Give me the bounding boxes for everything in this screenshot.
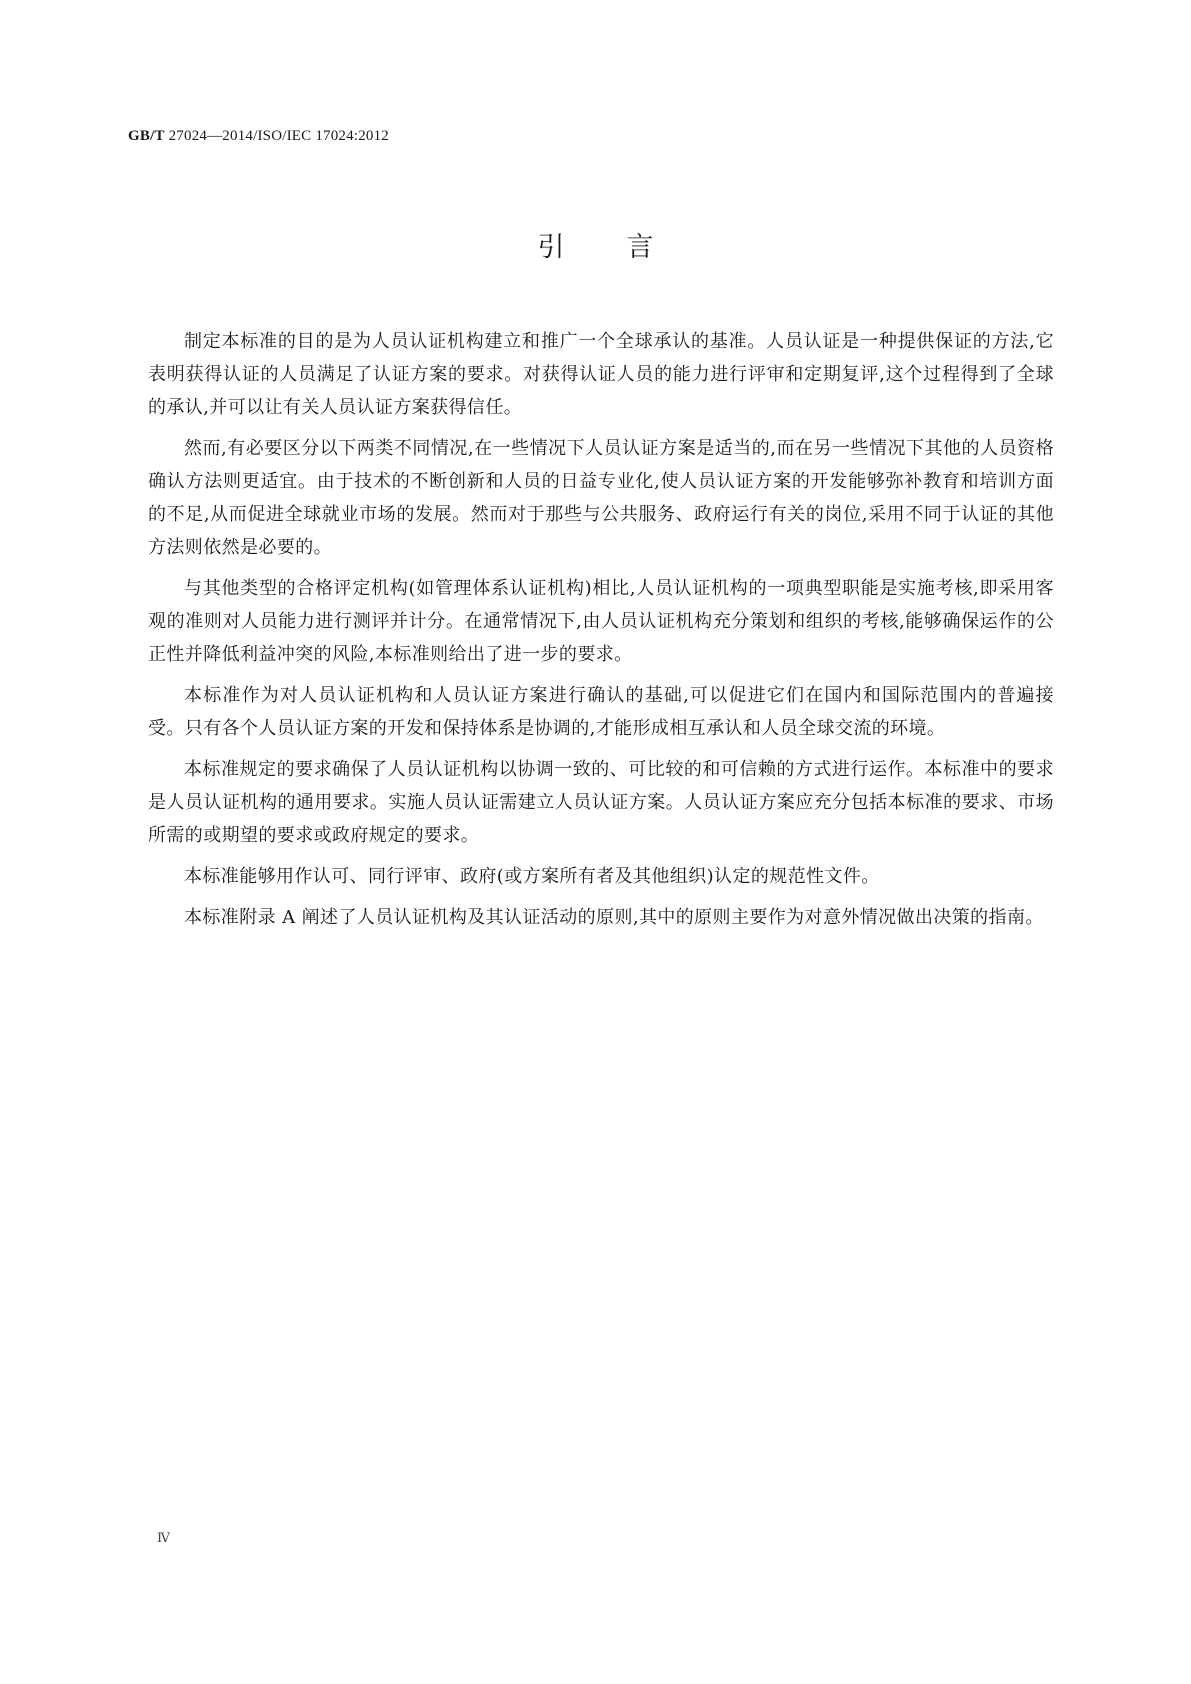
page-number: Ⅳ [157, 1530, 170, 1545]
paragraph-4: 本标准作为对人员认证机构和人员认证方案进行确认的基础,可以促进它们在国内和国际范围内的普遍接受。只有各个人员认证方案的开发和保持体系是协调的,才能形成相互承认和人员全球交流的环境。 [148, 685, 1054, 739]
paragraph-2: 然而,有必要区分以下两类不同情况,在一些情况下人员认证方案是适当的,而在另一些情况下其他的人员资格确认方法则更适宜。由于技术的不断创新和人员的日益专业化,使人员认证方案的开发能够弥补教育和培训方面的不足,从而促进全球就业市场的发展。然而对于那些与公共服务、政府运行有关的岗位,采用不同于认证的其他方法则依然是必要的。 [148, 438, 1054, 558]
paragraph-7: 本标准附录 A 阐述了人员认证机构及其认证活动的原则,其中的原则主要作为对意外情况做出决策的指南。 [184, 907, 1044, 928]
introduction-body [148, 325, 1054, 942]
document-number-prefix: GB/T [128, 128, 165, 144]
paragraph-1: 制定本标准的目的是为人员认证机构建立和推广一个全球承认的基准。人员认证是一种提供保证的方法,它表明获得认证的人员满足了认证方案的要求。对获得认证人员的能力进行评审和定期复评,这个过程得到了全球的承认,并可以让有关人员认证方案获得信任。 [148, 331, 1054, 418]
paragraph-3: 与其他类型的合格评定机构(如管理体系认证机构)相比,人员认证机构的一项典型职能是实施考核,即采用客观的准则对人员能力进行测评并计分。在通常情况下,由人员认证机构充分策划和组织的考核,能够确保运作的公正性并降低利益冲突的风险,本标准则给出了进一步的要求。 [148, 578, 1054, 665]
paragraph-6: 本标准能够用作认可、同行评审、政府(或方案所有者及其他组织)认定的规范性文件。 [184, 866, 880, 887]
document-number-rest: 27024—2014/ISO/IEC 17024:2012 [164, 128, 389, 144]
section-title: 引言 [537, 232, 716, 263]
document-number [128, 128, 389, 145]
paragraph-5: 本标准规定的要求确保了人员认证机构以协调一致的、可比较的和可信赖的方式进行运作。本标准中的要求是人员认证机构的通用要求。实施人员认证需建立人员认证方案。人员认证方案应充分包括本标准的要求、市场所需的或期望的要求或政府规定的要求。 [148, 759, 1054, 846]
